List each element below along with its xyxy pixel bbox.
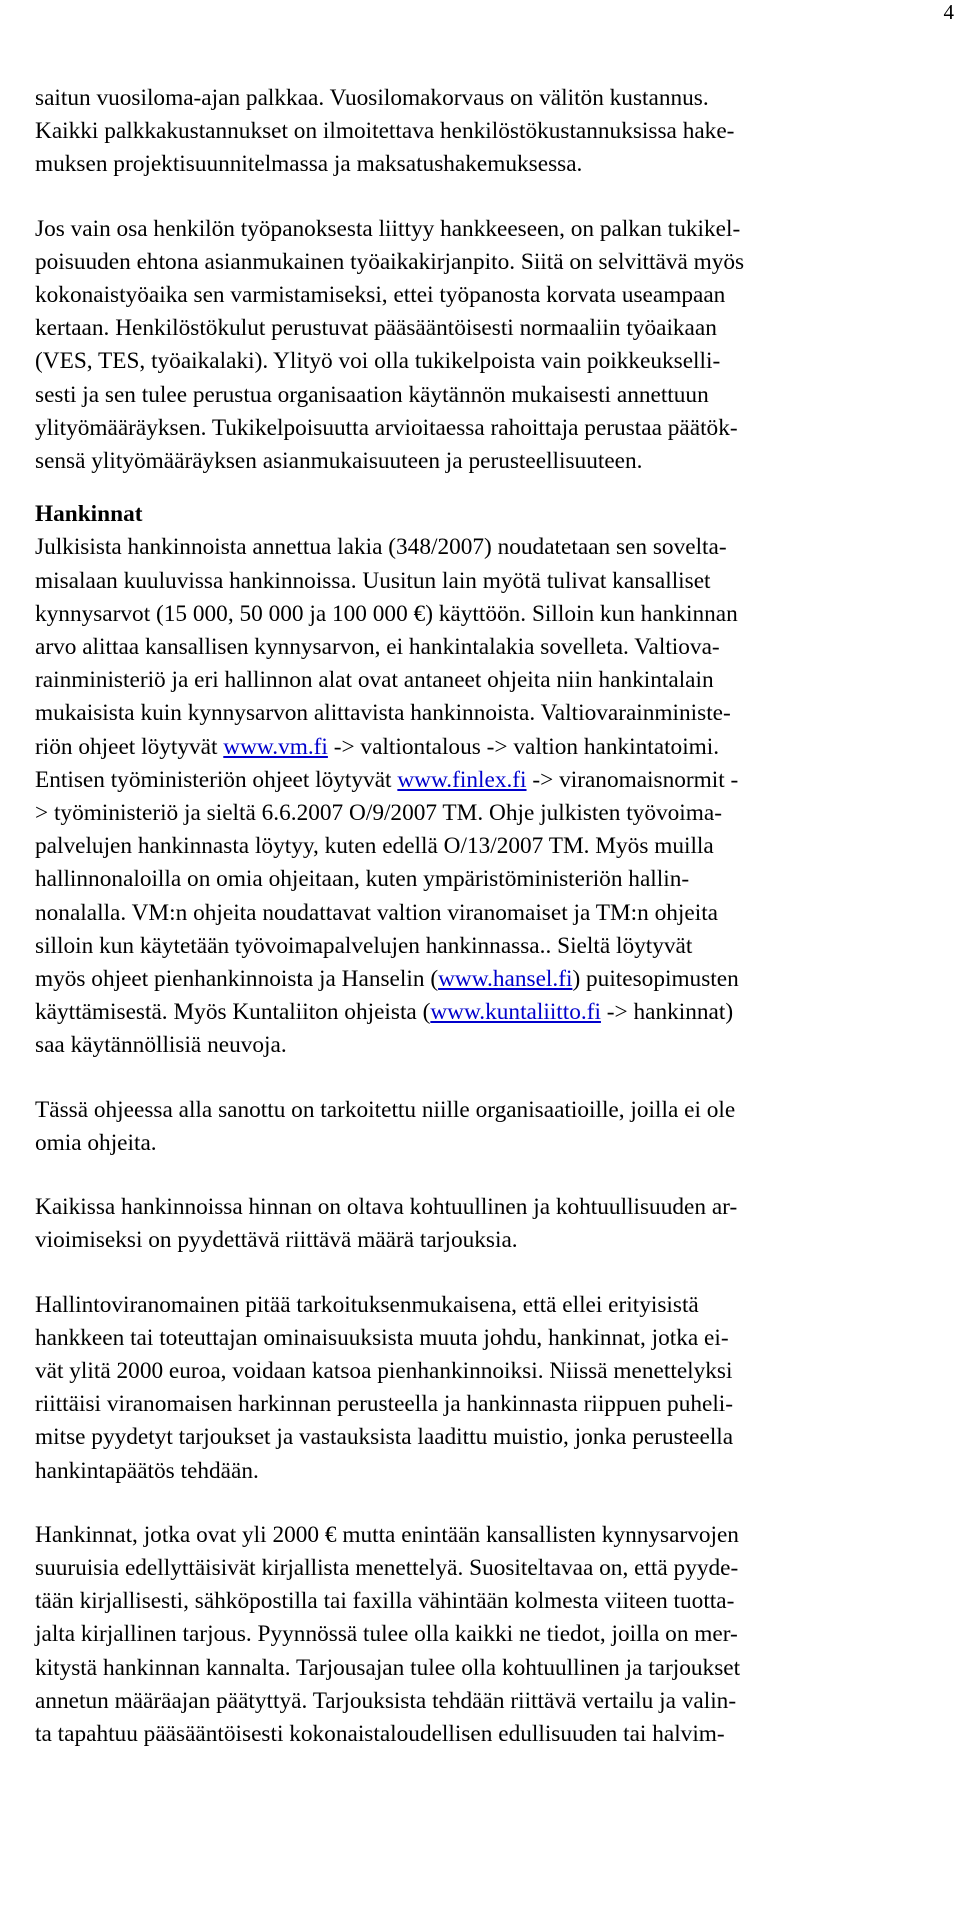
- text-line: riittäisi viranomaisen harkinnan perusteella ja hankinnasta riippuen puheli-: [35, 1391, 734, 1418]
- text-line: annetun määräajan päätyttyä. Tarjouksista tehdään riittävä vertailu ja valin-: [35, 1687, 737, 1714]
- link-kuntaliitto[interactable]: www.kuntaliitto.fi: [430, 999, 601, 1026]
- text-line: palvelujen hankinnasta löytyy, kuten edellä O/13/2007 TM. Myös muilla: [35, 833, 714, 860]
- text-line: Julkisista hankinnoista annettua lakia (348/2007) noudatetaan sen sovelta-: [35, 534, 727, 561]
- paragraph-written-procedure: [35, 1519, 953, 1751]
- text-fragment: -> hankinnat): [600, 999, 734, 1026]
- paragraph-vacation-pay: [35, 82, 953, 182]
- text-line: sensä ylityömääräyksen asianmukaisuuteen ja perusteellisuuteen.: [35, 448, 643, 475]
- text-line: nonalalla. VM:n ohjeita noudattavat valtion viranomaiset ja TM:n ohjeita: [35, 899, 719, 926]
- text-line: saitun vuosiloma-ajan palkkaa. Vuosilomakorvaus on välitön kustannus.: [35, 85, 709, 111]
- text-line: muksen projektisuunnitelmassa ja maksatushakemuksessa.: [35, 151, 583, 178]
- text-line: sesti ja sen tulee perustua organisaation käytännön mukaisesti annettuun: [35, 381, 709, 408]
- link-hansel[interactable]: www.hansel.fi: [438, 966, 573, 993]
- text-line: saa käytännöllisiä neuvoja.: [35, 1032, 287, 1059]
- text-line: omia ohjeita.: [35, 1129, 157, 1156]
- text-line: kitystä hankinnan kannalta. Tarjousajan tulee olla kohtuullinen ja tarjoukset: [35, 1654, 741, 1681]
- text-line: suuruisia edellyttäisivät kirjallista menettelyä. Suositeltavaa on, että pyyde-: [35, 1554, 739, 1581]
- text-line: mitse pyydetyt tarjoukset ja vastauksista laadittu muistio, jonka perusteella: [35, 1424, 734, 1451]
- text-line: jalta kirjallinen tarjous. Pyynnössä tulee olla kaikki ne tiedot, joilla on mer-: [35, 1621, 738, 1648]
- text-line: hankintapäätös tehdään.: [35, 1457, 259, 1484]
- text-line: Tässä ohjeessa alla sanottu on tarkoitettu niille organisaatioille, joilla ei ole: [35, 1096, 736, 1123]
- text-line: kynnysarvot (15 000, 50 000 ja 100 000 €) käyttöön. Silloin kun hankinnan: [35, 600, 738, 627]
- text-line: kertaan. Henkilöstökulut perustuvat pääsääntöisesti normaaliin työaikaan: [35, 315, 717, 342]
- text-line: tään kirjallisesti, sähköpostilla tai faxilla vähintään kolmesta viiteen tuotta-: [35, 1588, 735, 1615]
- text-line: hankkeen tai toteuttajan ominaisuuksista muuta johdu, hankinnat, jotka ei-: [35, 1324, 729, 1351]
- text-fragment: myös ohjeet pienhankinnoista ja Hanselin (: [35, 966, 439, 993]
- text-line: vioimiseksi on pyydettävä riittävä määrä tarjouksia.: [35, 1227, 518, 1254]
- text-line: Hankinnat, jotka ovat yli 2000 € mutta enintään kansallisten kynnysarvojen: [35, 1521, 739, 1548]
- text-fragment: käyttämisestä. Myös Kuntaliiton ohjeista (: [35, 999, 431, 1026]
- text-line: misalaan kuuluvissa hankinnoissa. Uusitun lain myötä tulivat kansalliset: [35, 567, 711, 594]
- text-fragment: -> valtiontalous -> valtion hankintatoimi.: [327, 733, 720, 760]
- section-heading-hankinnat: Hankinnat: [35, 501, 143, 528]
- paragraph-working-time: [35, 213, 953, 479]
- link-finlex[interactable]: www.finlex.fi: [397, 766, 527, 793]
- text-line: hallinnonaloilla on omia ohjeitaan, kuten ympäristöministeriön hallin-: [35, 866, 690, 893]
- text-line: ta tapahtuu pääsääntöisesti kokonaistaloudellisen edullisuuden tai halvim-: [35, 1720, 725, 1747]
- text-fragment: -> viranomaisnormit -: [526, 766, 739, 793]
- text-line: Hallintoviranomainen pitää tarkoituksenmukaisena, että ellei erityisistä: [35, 1291, 699, 1318]
- text-line: silloin kun käytetään työvoimapalvelujen hankinnassa.. Sieltä löytyvät: [35, 932, 693, 959]
- page-number: 4: [943, 0, 954, 24]
- text-fragment: Entisen työministeriön ohjeet löytyvät: [35, 766, 398, 793]
- text-line: poisuuden ehtona asianmukainen työaikakirjanpito. Siitä on selvittävä myös: [35, 248, 745, 275]
- text-line: kokonaistyöaika sen varmistamiseksi, ettei työpanosta korvata useampaan: [35, 282, 726, 309]
- text-line: > työministeriö ja sieltä 6.6.2007 O/9/2007 TM. Ohje julkisten työvoima-: [35, 800, 722, 827]
- text-line: [35, 963, 953, 996]
- text-line: (VES, TES, työaikalaki). Ylityö voi olla tukikelpoista vain poikkeukselli-: [35, 348, 721, 375]
- text-fragment: riön ohjeet löytyvät: [35, 733, 224, 760]
- link-vm[interactable]: www.vm.fi: [223, 733, 328, 760]
- text-line: arvo alittaa kansallisen kynnysarvon, ei hankintalakia sovelleta. Valtiova-: [35, 634, 720, 661]
- text-line: Kaikki palkkakustannukset on ilmoitettava henkilöstökustannuksissa hake-: [35, 118, 735, 145]
- text-line: vät ylitä 2000 euroa, voidaan katsoa pienhankinnoiksi. Niissä menettelyksi: [35, 1357, 733, 1384]
- paragraph-scope: [35, 1094, 953, 1160]
- paragraph-reasonable-price: [35, 1191, 953, 1257]
- text-line: Kaikissa hankinnoissa hinnan on oltava kohtuullinen ja kohtuullisuuden ar-: [35, 1194, 738, 1221]
- text-line: Jos vain osa henkilön työpanoksesta liittyy hankkeeseen, on palkan tukikel-: [35, 215, 741, 242]
- text-line: mukaisista kuin kynnysarvon alittavista hankinnoista. Valtiovarainministe-: [35, 700, 731, 727]
- text-line: [35, 731, 953, 764]
- text-line: ylityömääräyksen. Tukikelpoisuutta arvioitaessa rahoittaja perustaa päätök-: [35, 414, 738, 441]
- paragraph-small-procurements: [35, 1289, 953, 1488]
- text-line: rainministeriö ja eri hallinnon alat ovat antaneet ohjeita niin hankintalain: [35, 667, 714, 694]
- paragraph-procurement-law: [35, 531, 953, 1062]
- text-fragment: ) puitesopimusten: [572, 966, 739, 993]
- text-line: [35, 996, 953, 1029]
- text-line: [35, 764, 953, 797]
- document-body: [35, 82, 953, 1751]
